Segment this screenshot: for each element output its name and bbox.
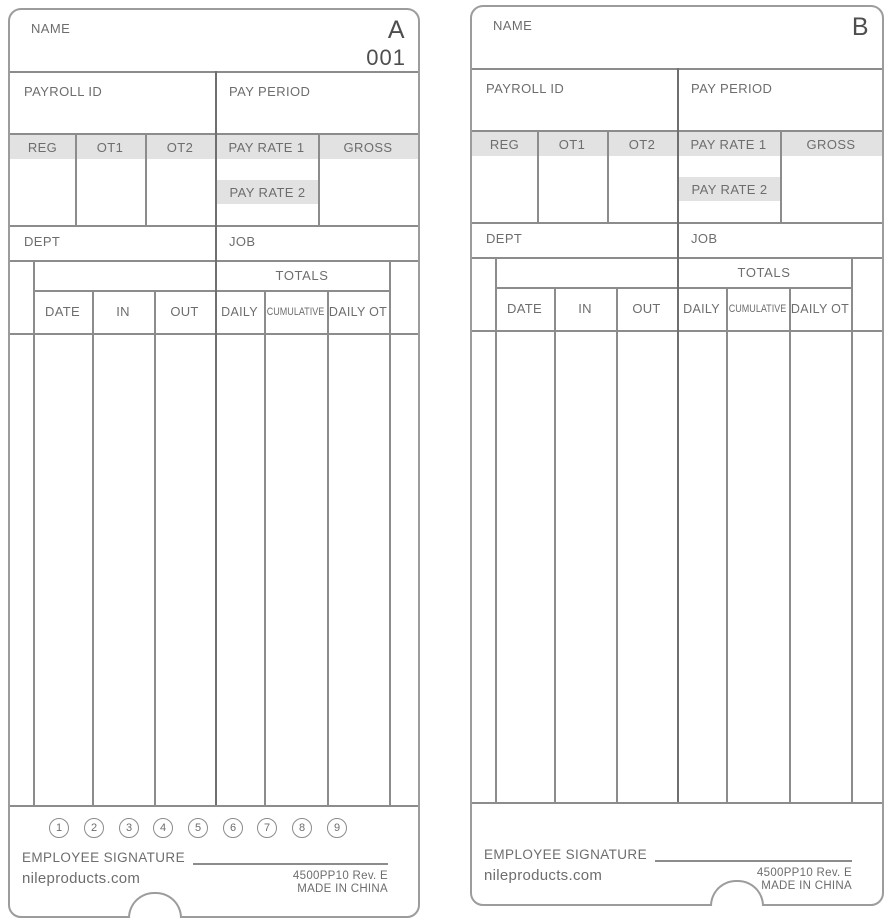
grid-line — [10, 805, 418, 807]
grid-line — [318, 135, 320, 225]
grid-line — [554, 287, 556, 802]
grid-line — [145, 135, 147, 225]
grid-line — [789, 287, 791, 802]
card-number: 001 — [366, 45, 406, 70]
card-side-letter: B — [851, 13, 869, 41]
grid-line — [75, 135, 77, 225]
punch-number-2: 2 — [84, 818, 104, 838]
cumulative-column-header: CUMULATIVE — [266, 305, 325, 318]
daily-ot-column-header: DAILY OT — [328, 304, 388, 319]
signature-row — [484, 847, 852, 862]
job-label: JOB — [691, 231, 718, 246]
grid-line — [154, 290, 156, 805]
payroll-id-label: PAYROLL ID — [24, 84, 103, 99]
name-label: NAME — [31, 21, 71, 36]
card-footer — [22, 870, 388, 896]
card-footer — [484, 867, 852, 893]
made-in-text: MADE IN CHINA — [761, 880, 852, 892]
cumulative-column-header: CUMULATIVE — [728, 302, 787, 315]
part-info — [293, 870, 388, 896]
ot2-header: OT2 — [145, 135, 215, 159]
pay-period-label: PAY PERIOD — [691, 81, 773, 96]
dept-label: DEPT — [24, 234, 61, 249]
job-label: JOB — [229, 234, 256, 249]
made-in-text: MADE IN CHINA — [297, 883, 388, 895]
date-column-header: DATE — [45, 304, 80, 319]
punch-number-3: 3 — [119, 818, 139, 838]
payroll-id-label: PAYROLL ID — [486, 81, 565, 96]
ot2-header: OT2 — [607, 132, 677, 156]
grid-line — [10, 71, 418, 73]
grid-line — [495, 257, 497, 802]
daily-column-header: DAILY — [683, 301, 720, 316]
part-number: 4500PP10 Rev. E — [292, 870, 388, 882]
reg-header: REG — [10, 135, 75, 159]
name-label: NAME — [493, 18, 533, 33]
hours-header-row — [10, 135, 418, 159]
punch-number-9: 9 — [327, 818, 347, 838]
grid-line — [780, 132, 782, 222]
out-column-header: OUT — [170, 304, 199, 319]
punch-number-5: 5 — [188, 818, 208, 838]
dept-label: DEPT — [486, 231, 523, 246]
signature-line — [193, 850, 388, 865]
pay-rate-2-header: PAY RATE 2 — [679, 177, 780, 201]
pay-period-label: PAY PERIOD — [229, 84, 311, 99]
grid-line — [92, 290, 94, 805]
website-text: nileproducts.com — [484, 867, 603, 884]
punch-number-6: 6 — [223, 818, 243, 838]
pay-rate-1-header: PAY RATE 1 — [215, 135, 318, 159]
employee-signature-label: EMPLOYEE SIGNATURE — [484, 847, 647, 862]
date-column-header: DATE — [507, 301, 542, 316]
card-side-letter: A — [387, 16, 405, 44]
in-column-header: IN — [116, 304, 130, 319]
center-divider-line — [215, 71, 217, 807]
pay-rate-1-header: PAY RATE 1 — [677, 132, 780, 156]
grid-line — [616, 287, 618, 802]
daily-column-header: DAILY — [221, 304, 258, 319]
gross-header: GROSS — [318, 135, 418, 159]
punch-numbers-row — [10, 816, 418, 840]
part-number: 4500PP10 Rev. E — [756, 867, 852, 879]
punch-number-4: 4 — [153, 818, 173, 838]
totals-header: TOTALS — [275, 267, 329, 283]
part-info — [757, 867, 852, 893]
in-column-header: IN — [578, 301, 592, 316]
grid-line — [389, 260, 391, 805]
daily-ot-column-header: DAILY OT — [790, 301, 850, 316]
grid-line — [10, 333, 418, 335]
grid-line — [264, 290, 266, 805]
punch-number-1: 1 — [49, 818, 69, 838]
center-divider-line — [677, 68, 679, 804]
punch-number-8: 8 — [292, 818, 312, 838]
employee-signature-label: EMPLOYEE SIGNATURE — [22, 850, 185, 865]
grid-line — [537, 132, 539, 222]
grid-line — [33, 260, 35, 805]
grid-line — [472, 802, 882, 804]
totals-header: TOTALS — [737, 264, 791, 280]
time-card-side-a — [8, 8, 420, 918]
grid-line — [10, 225, 418, 227]
gross-header: GROSS — [780, 132, 882, 156]
signature-line — [655, 847, 852, 862]
signature-row — [22, 850, 388, 865]
pay-rate-2-header: PAY RATE 2 — [217, 180, 318, 204]
out-column-header: OUT — [632, 301, 661, 316]
time-card-side-b — [470, 5, 884, 906]
grid-line — [851, 257, 853, 802]
punch-number-7: 7 — [257, 818, 277, 838]
grid-line — [607, 132, 609, 222]
grid-line — [726, 287, 728, 802]
grid-line — [327, 290, 329, 805]
ot1-header: OT1 — [75, 135, 145, 159]
website-text: nileproducts.com — [22, 870, 141, 887]
reg-header: REG — [472, 132, 537, 156]
ot1-header: OT1 — [537, 132, 607, 156]
